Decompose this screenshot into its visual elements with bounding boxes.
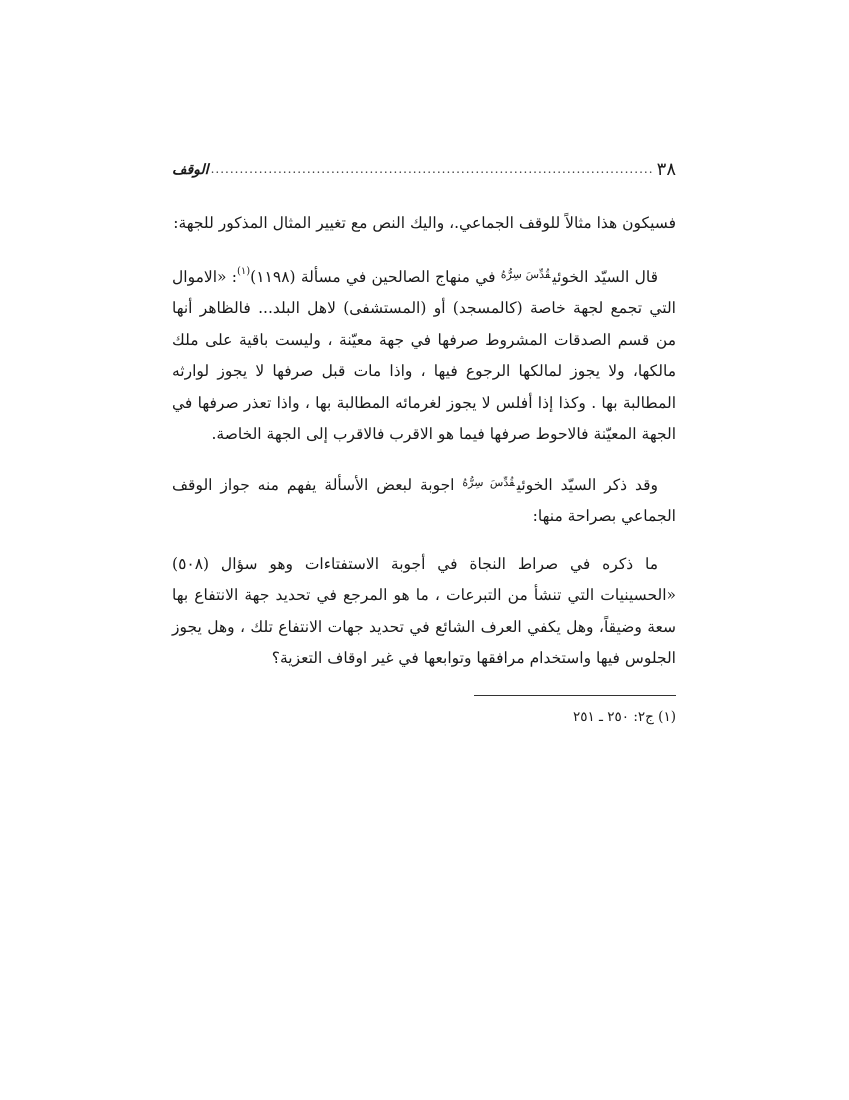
page-number: ٣٨: [656, 159, 676, 180]
paragraph-1: [172, 208, 676, 240]
paragraph-2-text-b: في منهاج الصالحين في مسألة (١١٩٨): [250, 267, 501, 286]
paragraph-3-text-b: اجوبة لبعض الأسألة يفهم منه جواز الوقف الجماعي بصراحة منها:: [172, 475, 676, 525]
running-header: [172, 150, 676, 180]
paragraph-2-text-a: قال السيّد الخوئي: [552, 267, 658, 286]
paragraph-3-text-a: وقد ذكر السيّد الخوئي: [516, 475, 658, 494]
footnote-text: (١) ج٢: ٢٥٠ ـ ٢٥١: [572, 708, 676, 725]
paragraph-2: [172, 256, 676, 451]
footnote: [172, 706, 676, 728]
paragraph-3: [172, 467, 676, 533]
footnote-divider: [474, 695, 676, 696]
paragraph-1-text: فسيكون هذا مثالاً للوقف الجماعي.، واليك النص مع تغيير المثال المذكور للجهة:: [173, 214, 676, 232]
section-title: الوقف: [172, 162, 209, 178]
paragraph-4-text: ما ذكره في صراط النجاة في أجوبة الاستفتاءات وهو سؤال (٥٠٨) «الحسينيات التي تنشأ من التبرعات ، ما هو المرجع في تحديد جهة الانتفاع بها سعة وضيقاً، وهل يكفي العرف الشائع في تحديد جهات الانتفاع تلك ، وهل يجوز الجلوس فيها واستخدام مرافقها وتوابعها في غير اوقاف التعزية؟: [172, 554, 676, 667]
honorific-mark: قُدِّسَ سِرُّهُ: [462, 475, 515, 489]
paragraph-2-text-c: : «الاموال التي تجمع لجهة خاصة (كالمسجد) أو (المستشفى) لاهل البلد... فالظاهر أنها من قسم الصدقات المشروط صرفها في جهة معيّنة ، وليست باقية على ملك مالكها، ولا يجوز لمالكها الرجوع فيها ، واذا مات قبل صرفها لا يجوز لوارثه المطالبة بها . وكذا إذا أفلس لا يجوز لغرمائه المطالبة بها ، واذا تعذر صرفها في الجهة المعيّنة فالاحوط صرفها فيما هو الاقرب فالاقرب إلى الجهة الخاصة.: [172, 267, 676, 443]
book-page: [172, 150, 676, 728]
honorific-mark: قُدِّسَ سِرُّهُ: [500, 267, 551, 281]
header-dot-leader: [211, 161, 653, 177]
footnote-reference[interactable]: (١): [236, 265, 251, 277]
body-text: [172, 208, 676, 675]
paragraph-4: [172, 549, 676, 675]
